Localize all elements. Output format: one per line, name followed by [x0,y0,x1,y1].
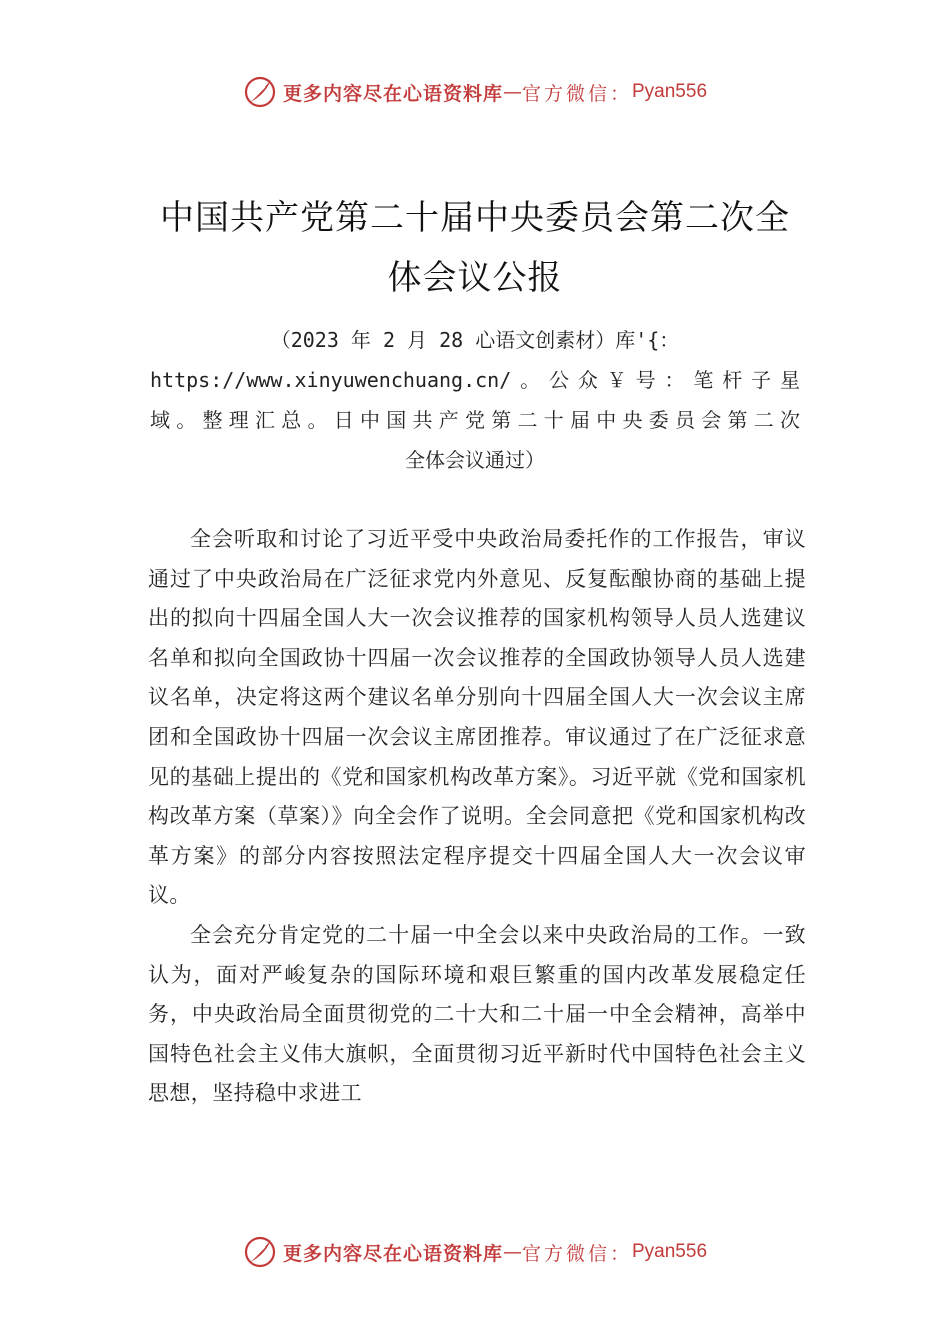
title-line-2: 体会议公报 [387,258,563,298]
title-line-1: 中国共产党第二十届中央委员会第二次全 [160,198,790,238]
footer-banner [0,1232,950,1272]
banner-brand-text: 更多内容尽在心语资料库 [282,1242,503,1265]
banner-separator: — [502,81,522,103]
body-paragraph: 全会充分肯定党的二十届一中全会以来中央政治局的工作。一致认为，面对严峻复杂的国际环境和艰巨繁重的国内改革发展稳定任务，中央政治局全面贯彻党的二十大和二十届一中全会精神，高举中国特色社会主义伟大旗帜，全面贯彻习近平新时代中国特色社会主义思想，坚持稳中求进工 [148,922,806,1106]
banner-brand-text: 更多内容尽在心语资料库 [282,82,503,105]
body-paragraph: 全会听取和讨论了习近平受中央政治局委托作的工作报告，审议通过了中央政治局在广泛征求党内外意见、反复酝酿协商的基础上提出的拟向十四届全国人大一次会议推荐的国家机构领导人员人选建议名单和拟向全国政协十四届一次会议推荐的全国政协领导人员人选建议名单，决定将这两个建议名单分别向十四届全国人大一次会议主席团和全国政协十四届一次会议主席团推荐。审议通过了在广泛征求意见的基础上提出的《党和国家机构改革方案》。习近平就《党和国家机构改革方案（草案）》向全会作了说明。全会同意把《党和国家机构改革方案》的部分内容按照法定程序提交十四届全国人大一次会议审议。 [148,527,806,908]
source-line-2: https://www.xinyuwenchuang.cn/。公众￥号：笔杆子星 [150,368,800,392]
document-title [140,188,810,308]
quill-logo-icon [243,75,277,109]
banner-wechat-id: Pyan556 [632,81,708,102]
header-banner [0,72,950,112]
source-note [150,320,800,480]
document-body [148,520,806,1114]
quill-logo-icon [243,1235,277,1269]
banner-wechat-id: Pyan556 [632,1241,708,1262]
source-line-1: （2023 年 2 月 28 心语文创素材）库'{： [270,328,680,352]
banner-wechat-label: 官方微信： [521,82,632,105]
source-line-3: 域。整理汇总。日中国共产党第二十届中央委员会第二次 [150,408,800,432]
source-line-4: 全体会议通过） [405,448,545,472]
banner-wechat-label: 官方微信： [521,1242,632,1265]
banner-separator: — [502,1241,522,1263]
